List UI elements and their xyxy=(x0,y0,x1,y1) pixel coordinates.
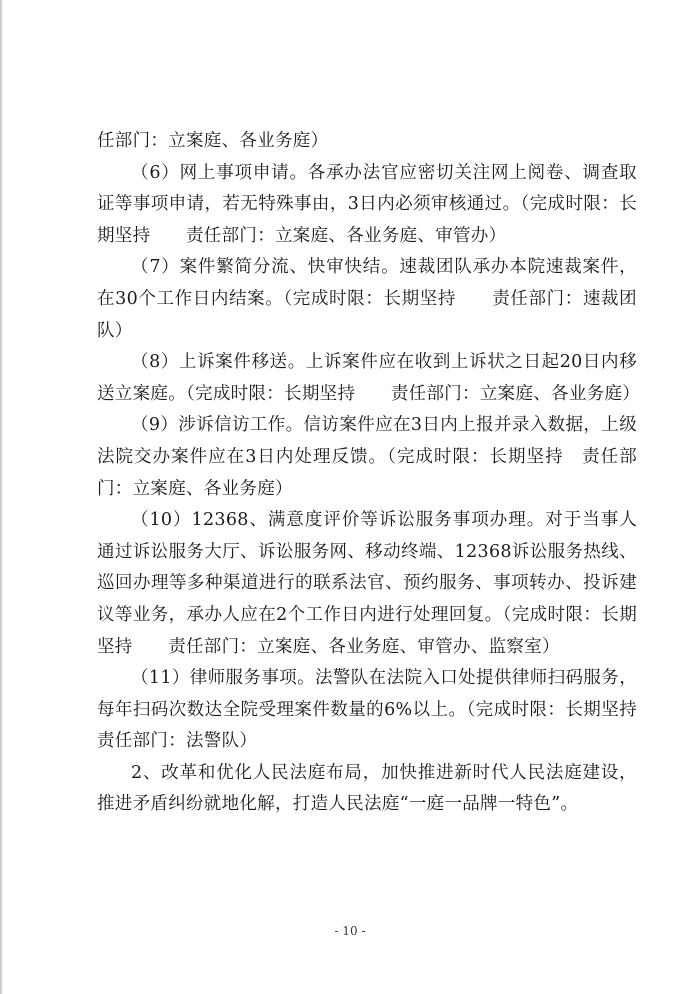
paragraph-section-2: 2、改革和优化人民法庭布局，加快推进新时代人民法庭建设，推进矛盾纠纷就地化解，打造人民法庭“一庭一品牌一特色”。 xyxy=(97,762,637,815)
paragraph-item-7: （7）案件繁简分流、快审快结。速裁团队承办本院速裁案件，在30个工作日内结案。（完成时限：长期坚持 责任部门：速裁团队） xyxy=(97,257,637,341)
paragraph-item-9: （9）涉诉信访工作。信访案件应在3日内上报并录入数据，上级法院交办案件应在3日内处理反馈。（完成时限：长期坚持 责任部门：立案庭、各业务庭） xyxy=(97,415,637,499)
paragraph-continuation: 任部门：立案庭、各业务庭） xyxy=(97,131,329,151)
paragraph-item-10: （10）12368、满意度评价等诉讼服务事项办理。对于当事人通过诉讼服务大厅、诉讼服务网、移动终端、12368诉讼服务热线、巡回办理等多种渠道进行的联系法官、预约服务、事项转办、投诉建议等业务，承办人应在2个工作日内进行处理回复。（完成时限：长期坚持 责任部门：立案庭、各业务庭、审管办、监察室） xyxy=(97,510,637,657)
page-number: - 10 - xyxy=(334,924,366,938)
scan-edge-shadow xyxy=(0,0,3,994)
paragraph-item-6: （6）网上事项申请。各承办法官应密切关注网上阅卷、调查取证等事项申请，若无特殊事由，3日内必须审核通过。（完成时限：长期坚持 责任部门：立案庭、各业务庭、审管办） xyxy=(97,162,637,246)
document-body xyxy=(97,126,673,821)
paragraph-item-11: （11）律师服务事项。法警队在法院入口处提供律师扫码服务，每年扫码次数达全院受理案件数量的6%以上。（完成时限：长期坚持 责任部门：法警队） xyxy=(97,668,673,752)
paragraph-item-8: （8）上诉案件移送。上诉案件应在收到上诉状之日起20日内移送立案庭。（完成时限：长期坚持 责任部门：立案庭、各业务庭） xyxy=(97,352,641,404)
